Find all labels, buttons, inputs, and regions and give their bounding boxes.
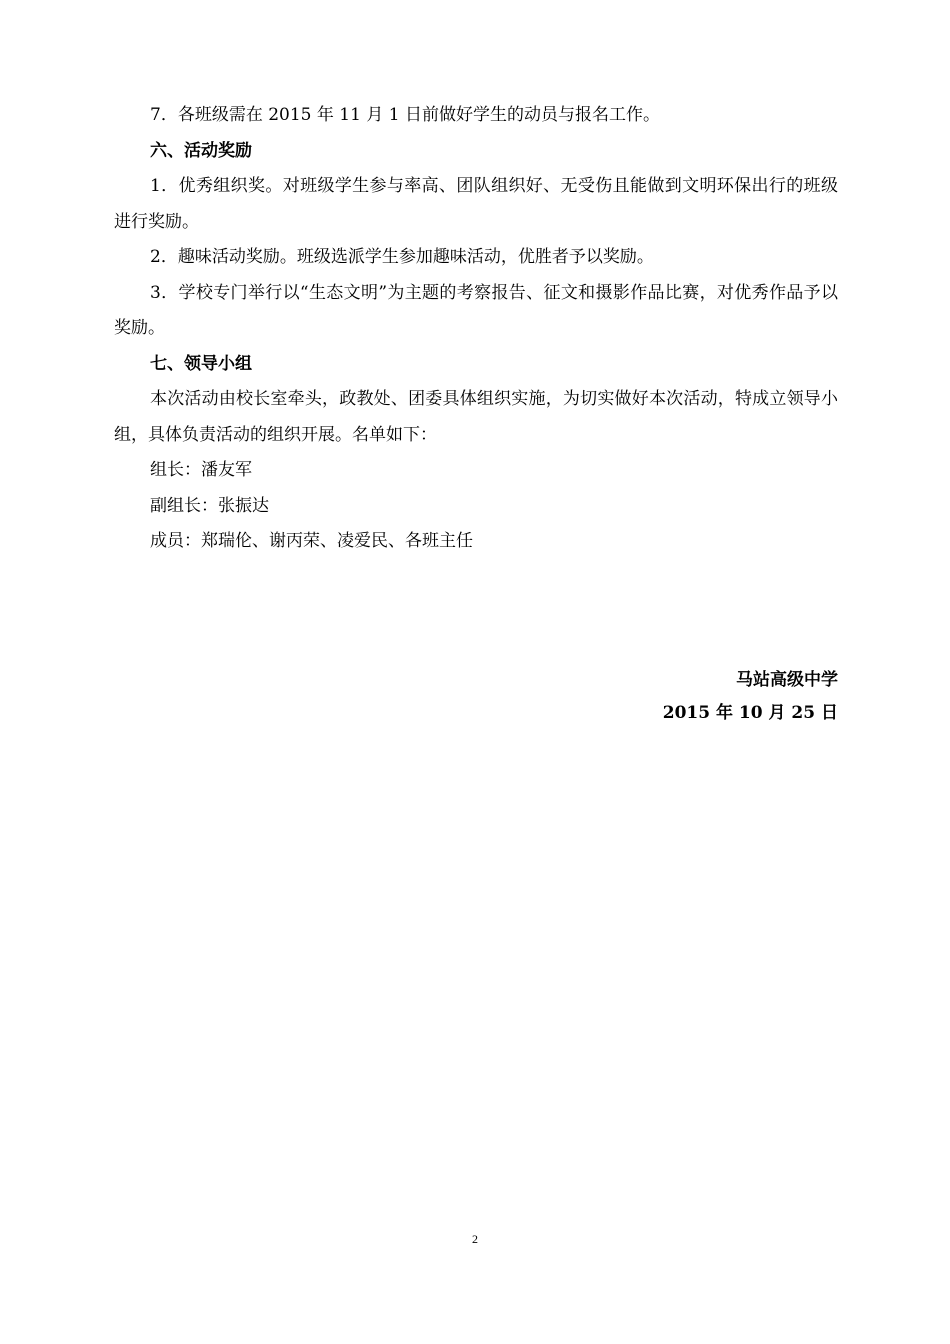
paragraph-reward-3: 3．学校专门举行以“生态文明”为主题的考察报告、征文和摄影作品比赛，对优秀作品予以奖励。 bbox=[114, 282, 838, 338]
paragraph-deputy-leader: 副组长：张振达 bbox=[150, 495, 269, 516]
paragraph-reward-1: 1．优秀组织奖。对班级学生参与率高、团队组织好、无受伤且能做到文明环保出行的班级进行奖励。 bbox=[114, 176, 838, 232]
section-heading-rewards: 六、活动奖励 bbox=[150, 140, 252, 161]
paragraph-item-7: 7．各班级需在 2015 年 11 月 1 日前做好学生的动员与报名工作。 bbox=[150, 105, 660, 125]
paragraph-members: 成员：郑瑞伦、谢丙荣、凌爱民、各班主任 bbox=[150, 531, 473, 551]
document-body bbox=[114, 98, 838, 560]
paragraph-leadership-intro: 本次活动由校长室牵头，政教处、团委具体组织实施，为切实做好本次活动，特成立领导小组，具体负责活动的组织开展。名单如下： bbox=[114, 389, 838, 445]
paragraph-team-leader: 组长：潘友军 bbox=[150, 460, 252, 480]
page-number: 2 bbox=[472, 1232, 478, 1246]
signature-organization: 马站高级中学 bbox=[736, 670, 838, 690]
paragraph-reward-2: 2．趣味活动奖励。班级选派学生参加趣味活动，优胜者予以奖励。 bbox=[150, 247, 654, 267]
section-heading-leadership: 七、领导小组 bbox=[150, 353, 252, 374]
signature-date: 2015 年 10 月 25 日 bbox=[662, 703, 838, 723]
signature-block bbox=[663, 664, 838, 730]
